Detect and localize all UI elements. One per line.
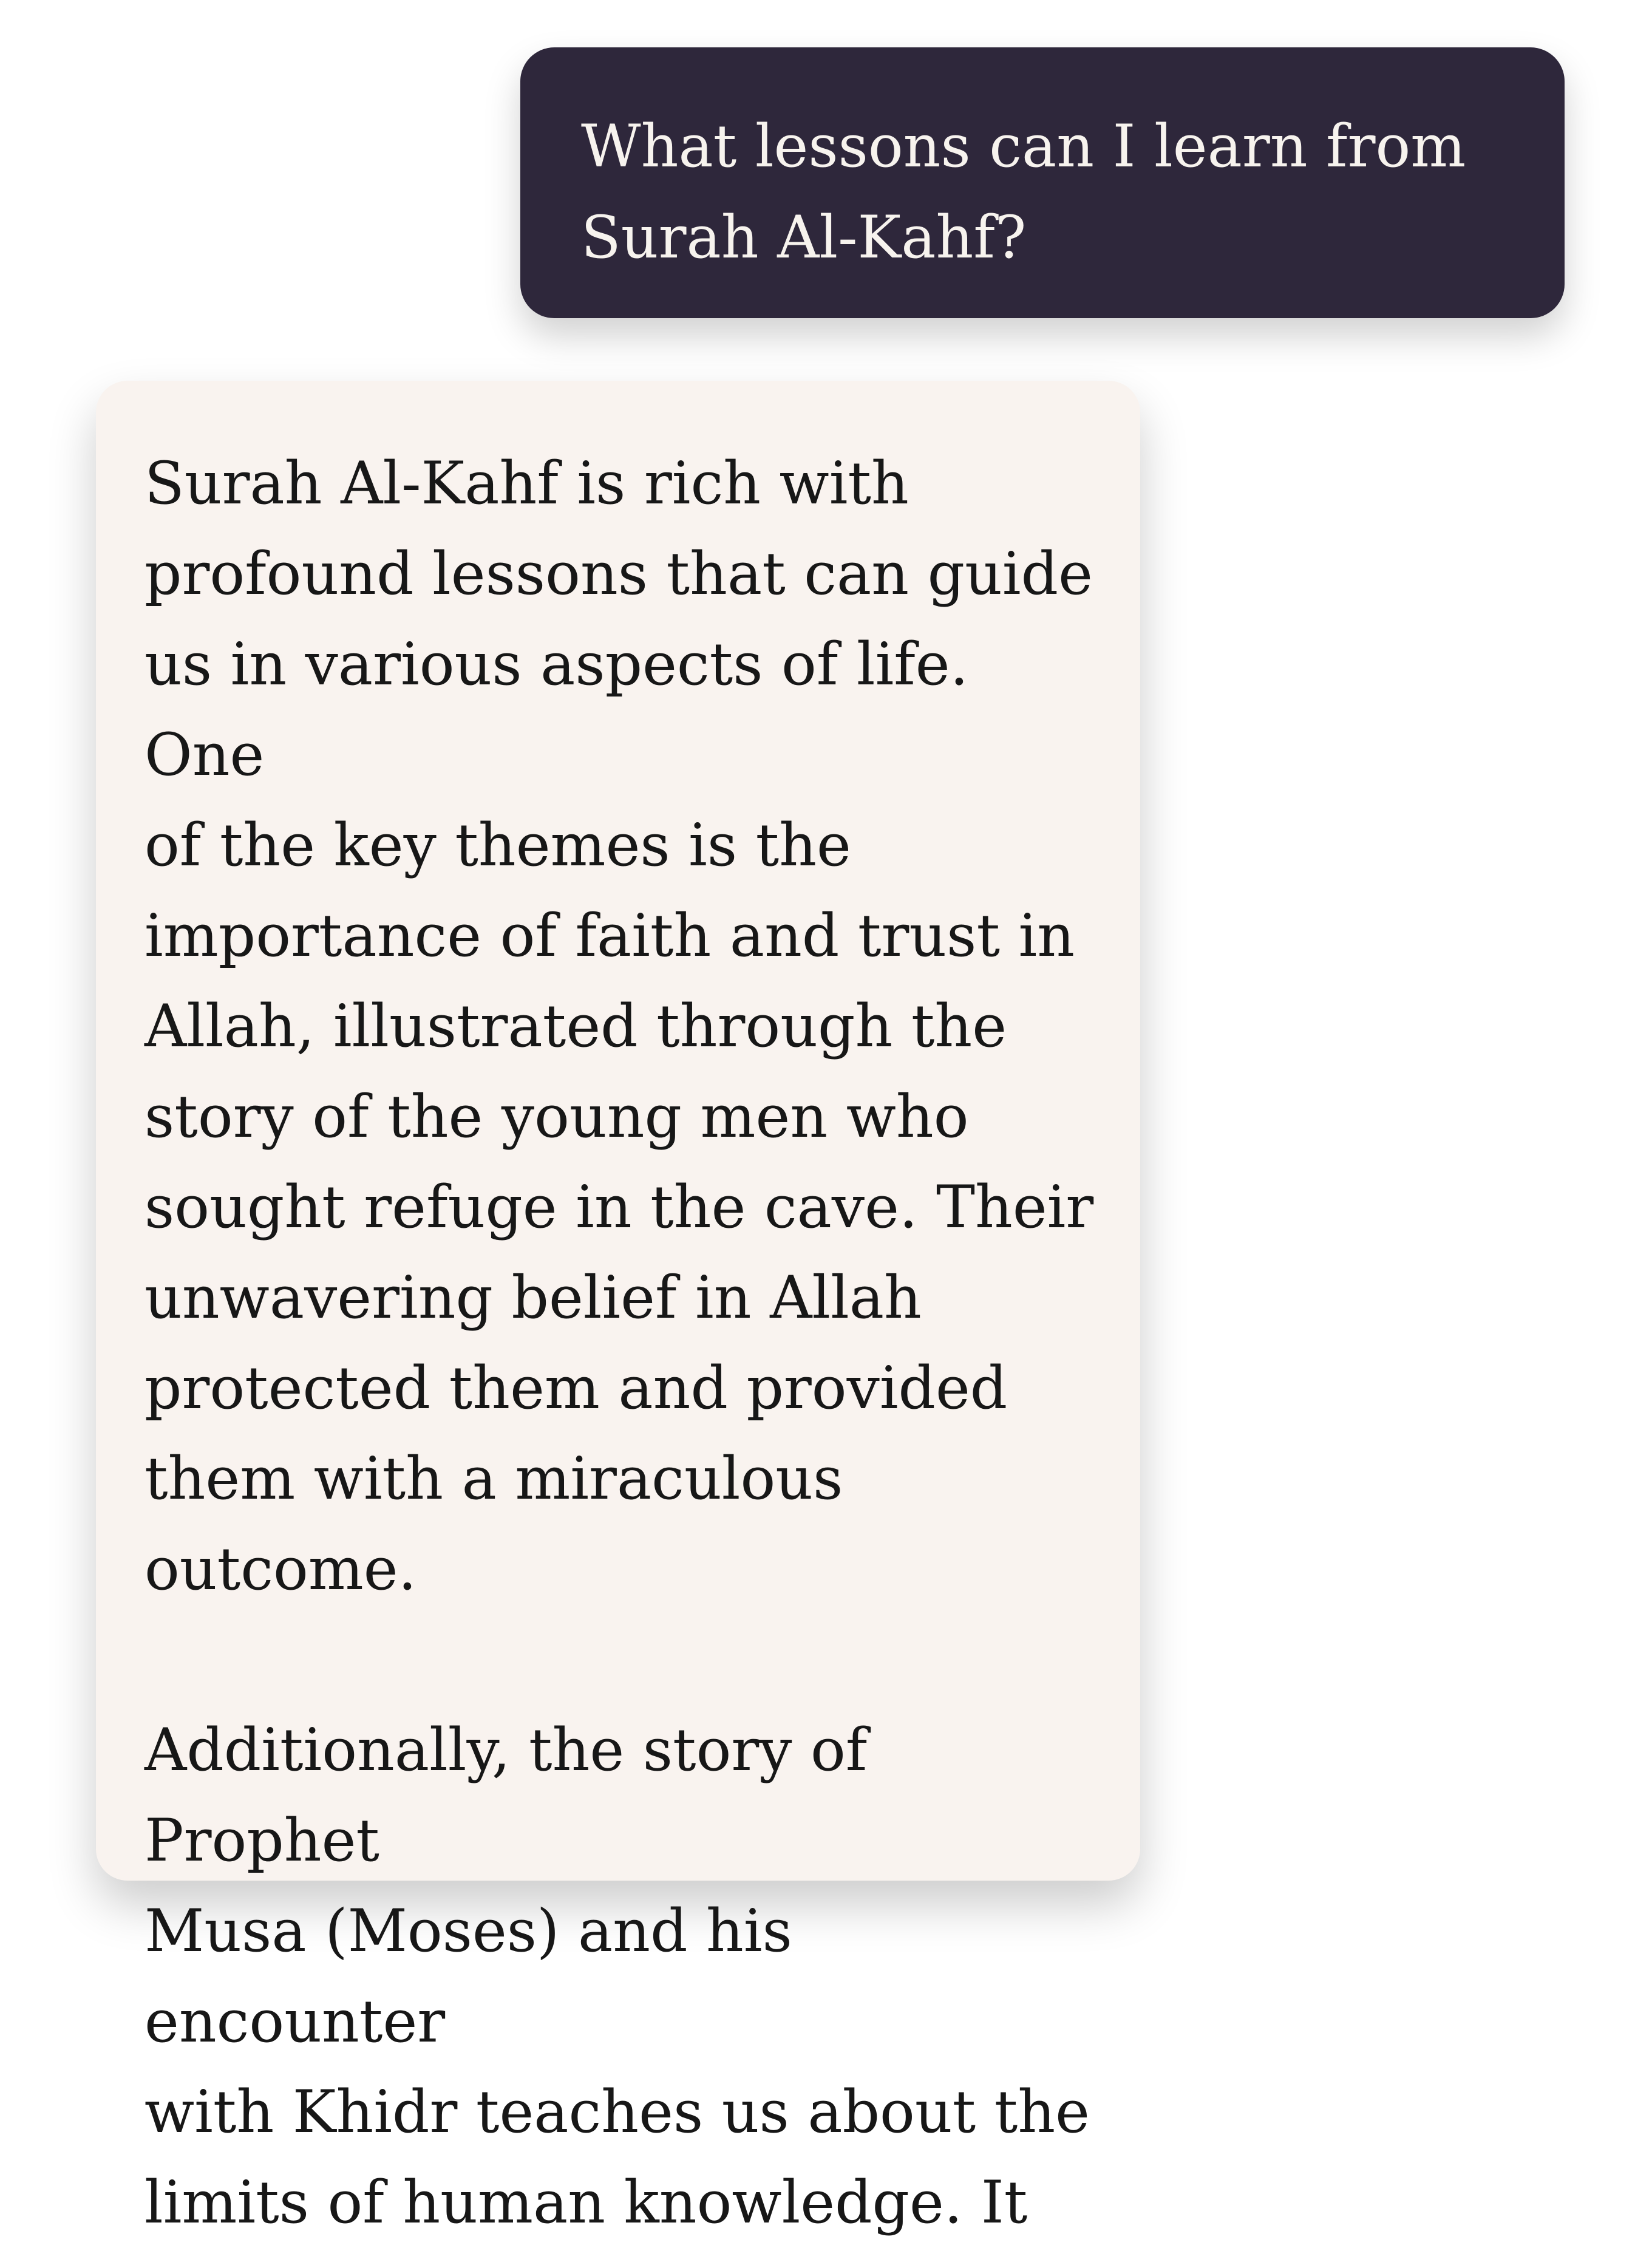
user-message-bubble xyxy=(520,47,1565,318)
assistant-message-text: Surah Al-Kahf is rich with profound lessons that can guide us in various aspects of life. One of the key themes is the importance of faith and trust in Allah, illustrated through the story of the young men who sought refuge in the cave. Their unwavering belief in Allah protected them and provided them with a miraculous outcome. Additionally, the story of Prophet Musa (Moses) and his encounter with Khidr teaches us about the limits of human knowledge. It xyxy=(144,449,1094,2236)
assistant-message-bubble xyxy=(96,381,1140,2236)
user-message-text: What lessons can I learn from Surah Al-Kahf? xyxy=(581,112,1466,271)
